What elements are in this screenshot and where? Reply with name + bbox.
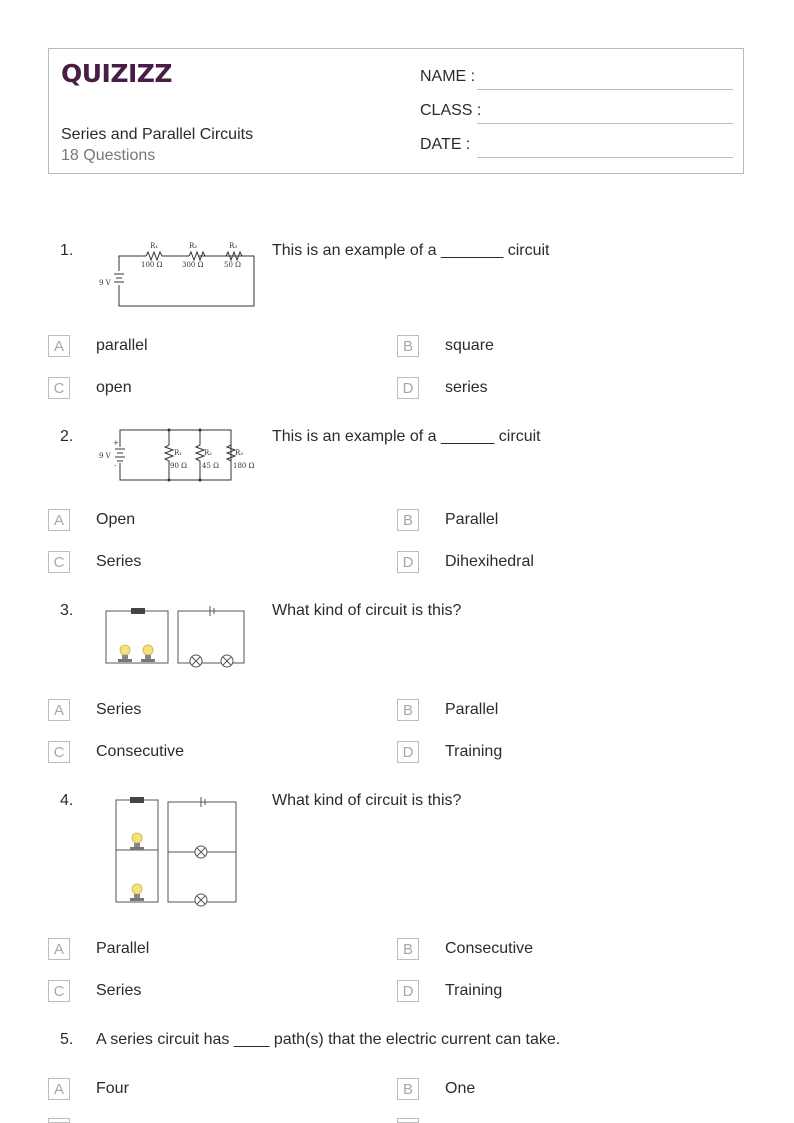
fig1-r3-value: 50 Ω <box>224 261 241 269</box>
question-4-text: What kind of circuit is this? <box>272 792 462 809</box>
question-4-number: 4. <box>60 792 74 809</box>
q3-option-c-text[interactable]: Consecutive <box>96 743 185 760</box>
q3-option-a-text[interactable]: Series <box>96 701 142 718</box>
worksheet-header <box>48 48 744 174</box>
q1-option-b-box[interactable]: B <box>397 335 419 357</box>
question-2-number: 2. <box>60 428 74 445</box>
q2-option-d-box[interactable]: D <box>397 551 419 573</box>
fig2-r3-value: 180 Ω <box>233 462 255 470</box>
q3-option-b-box[interactable]: B <box>397 699 419 721</box>
fig1-r1-value: 100 Ω <box>141 261 163 269</box>
fig1-r2: R₂ <box>189 242 198 250</box>
class-line <box>477 123 733 124</box>
q4-option-d-text[interactable]: Training <box>445 982 503 999</box>
name-label: NAME : <box>420 68 476 85</box>
fig2-r2-value: 45 Ω <box>202 462 219 470</box>
worksheet-title: Series and Parallel Circuits <box>61 126 254 143</box>
q2-option-a-box[interactable]: A <box>48 509 70 531</box>
fig2-r1: R₁ <box>174 449 183 457</box>
fig1-r1: R₁ <box>150 242 159 250</box>
fig2-plus: + <box>113 439 119 447</box>
question-2-text: This is an example of a ______ circuit <box>272 428 541 445</box>
question-1-text: This is an example of a _______ circuit <box>272 242 550 259</box>
two-bulb-series-diagram <box>100 603 250 671</box>
fig1-voltage: 9 V <box>99 279 111 287</box>
q1-option-d-box[interactable]: D <box>397 377 419 399</box>
series-circuit-diagram <box>94 238 259 310</box>
two-bulb-parallel-diagram <box>110 792 242 910</box>
q3-option-d-text[interactable]: Training <box>445 743 503 760</box>
q4-option-a-text[interactable]: Parallel <box>96 940 150 957</box>
q4-option-a-box[interactable]: A <box>48 938 70 960</box>
date-label: DATE : <box>420 136 471 153</box>
q5-option-c-box-partial[interactable] <box>48 1118 70 1123</box>
q3-option-c-box[interactable]: C <box>48 741 70 763</box>
fig1-r3: R₃ <box>229 242 238 250</box>
fig2-minus: - <box>114 462 117 470</box>
name-line <box>477 89 733 90</box>
question-5-number: 5. <box>60 1031 74 1048</box>
q4-option-b-box[interactable]: B <box>397 938 419 960</box>
q3-option-b-text[interactable]: Parallel <box>445 701 499 718</box>
parallel-circuit-diagram <box>94 425 259 485</box>
quizizz-logo: QUIZIZZ <box>61 59 173 88</box>
q1-option-a-box[interactable]: A <box>48 335 70 357</box>
question-1-number: 1. <box>60 242 74 259</box>
q5-option-d-box-partial[interactable] <box>397 1118 419 1123</box>
q1-option-c-box[interactable]: C <box>48 377 70 399</box>
q1-option-d-text[interactable]: series <box>445 379 488 396</box>
q4-option-d-box[interactable]: D <box>397 980 419 1002</box>
q5-option-b-box[interactable]: B <box>397 1078 419 1100</box>
q2-option-a-text[interactable]: Open <box>96 511 136 528</box>
fig2-r2: R₂ <box>204 449 213 457</box>
q3-option-d-box[interactable]: D <box>397 741 419 763</box>
q2-option-c-text[interactable]: Series <box>96 553 142 570</box>
q1-option-a-text[interactable]: parallel <box>96 337 148 354</box>
q2-option-d-text[interactable]: Dihexihedral <box>445 553 534 570</box>
q1-option-b-text[interactable]: square <box>445 337 494 354</box>
class-label: CLASS : <box>420 102 482 119</box>
fig2-r3: R₃ <box>235 449 244 457</box>
fig2-voltage: 9 V <box>99 452 111 460</box>
q4-option-b-text[interactable]: Consecutive <box>445 940 534 957</box>
q5-option-a-text[interactable]: Four <box>96 1080 129 1097</box>
q2-option-c-box[interactable]: C <box>48 551 70 573</box>
q2-option-b-text[interactable]: Parallel <box>445 511 499 528</box>
q3-option-a-box[interactable]: A <box>48 699 70 721</box>
fig1-r2-value: 300 Ω <box>182 261 204 269</box>
question-3-number: 3. <box>60 602 74 619</box>
date-line <box>477 157 733 158</box>
q5-option-a-box[interactable]: A <box>48 1078 70 1100</box>
question-count: 18 Questions <box>61 147 156 164</box>
q5-option-b-text[interactable]: One <box>445 1080 476 1097</box>
question-5-text: A series circuit has ____ path(s) that the electric current can take. <box>96 1031 561 1048</box>
q1-option-c-text[interactable]: open <box>96 379 132 396</box>
question-3-text: What kind of circuit is this? <box>272 602 462 619</box>
q4-option-c-text[interactable]: Series <box>96 982 142 999</box>
q4-option-c-box[interactable]: C <box>48 980 70 1002</box>
fig2-r1-value: 90 Ω <box>170 462 187 470</box>
q2-option-b-box[interactable]: B <box>397 509 419 531</box>
